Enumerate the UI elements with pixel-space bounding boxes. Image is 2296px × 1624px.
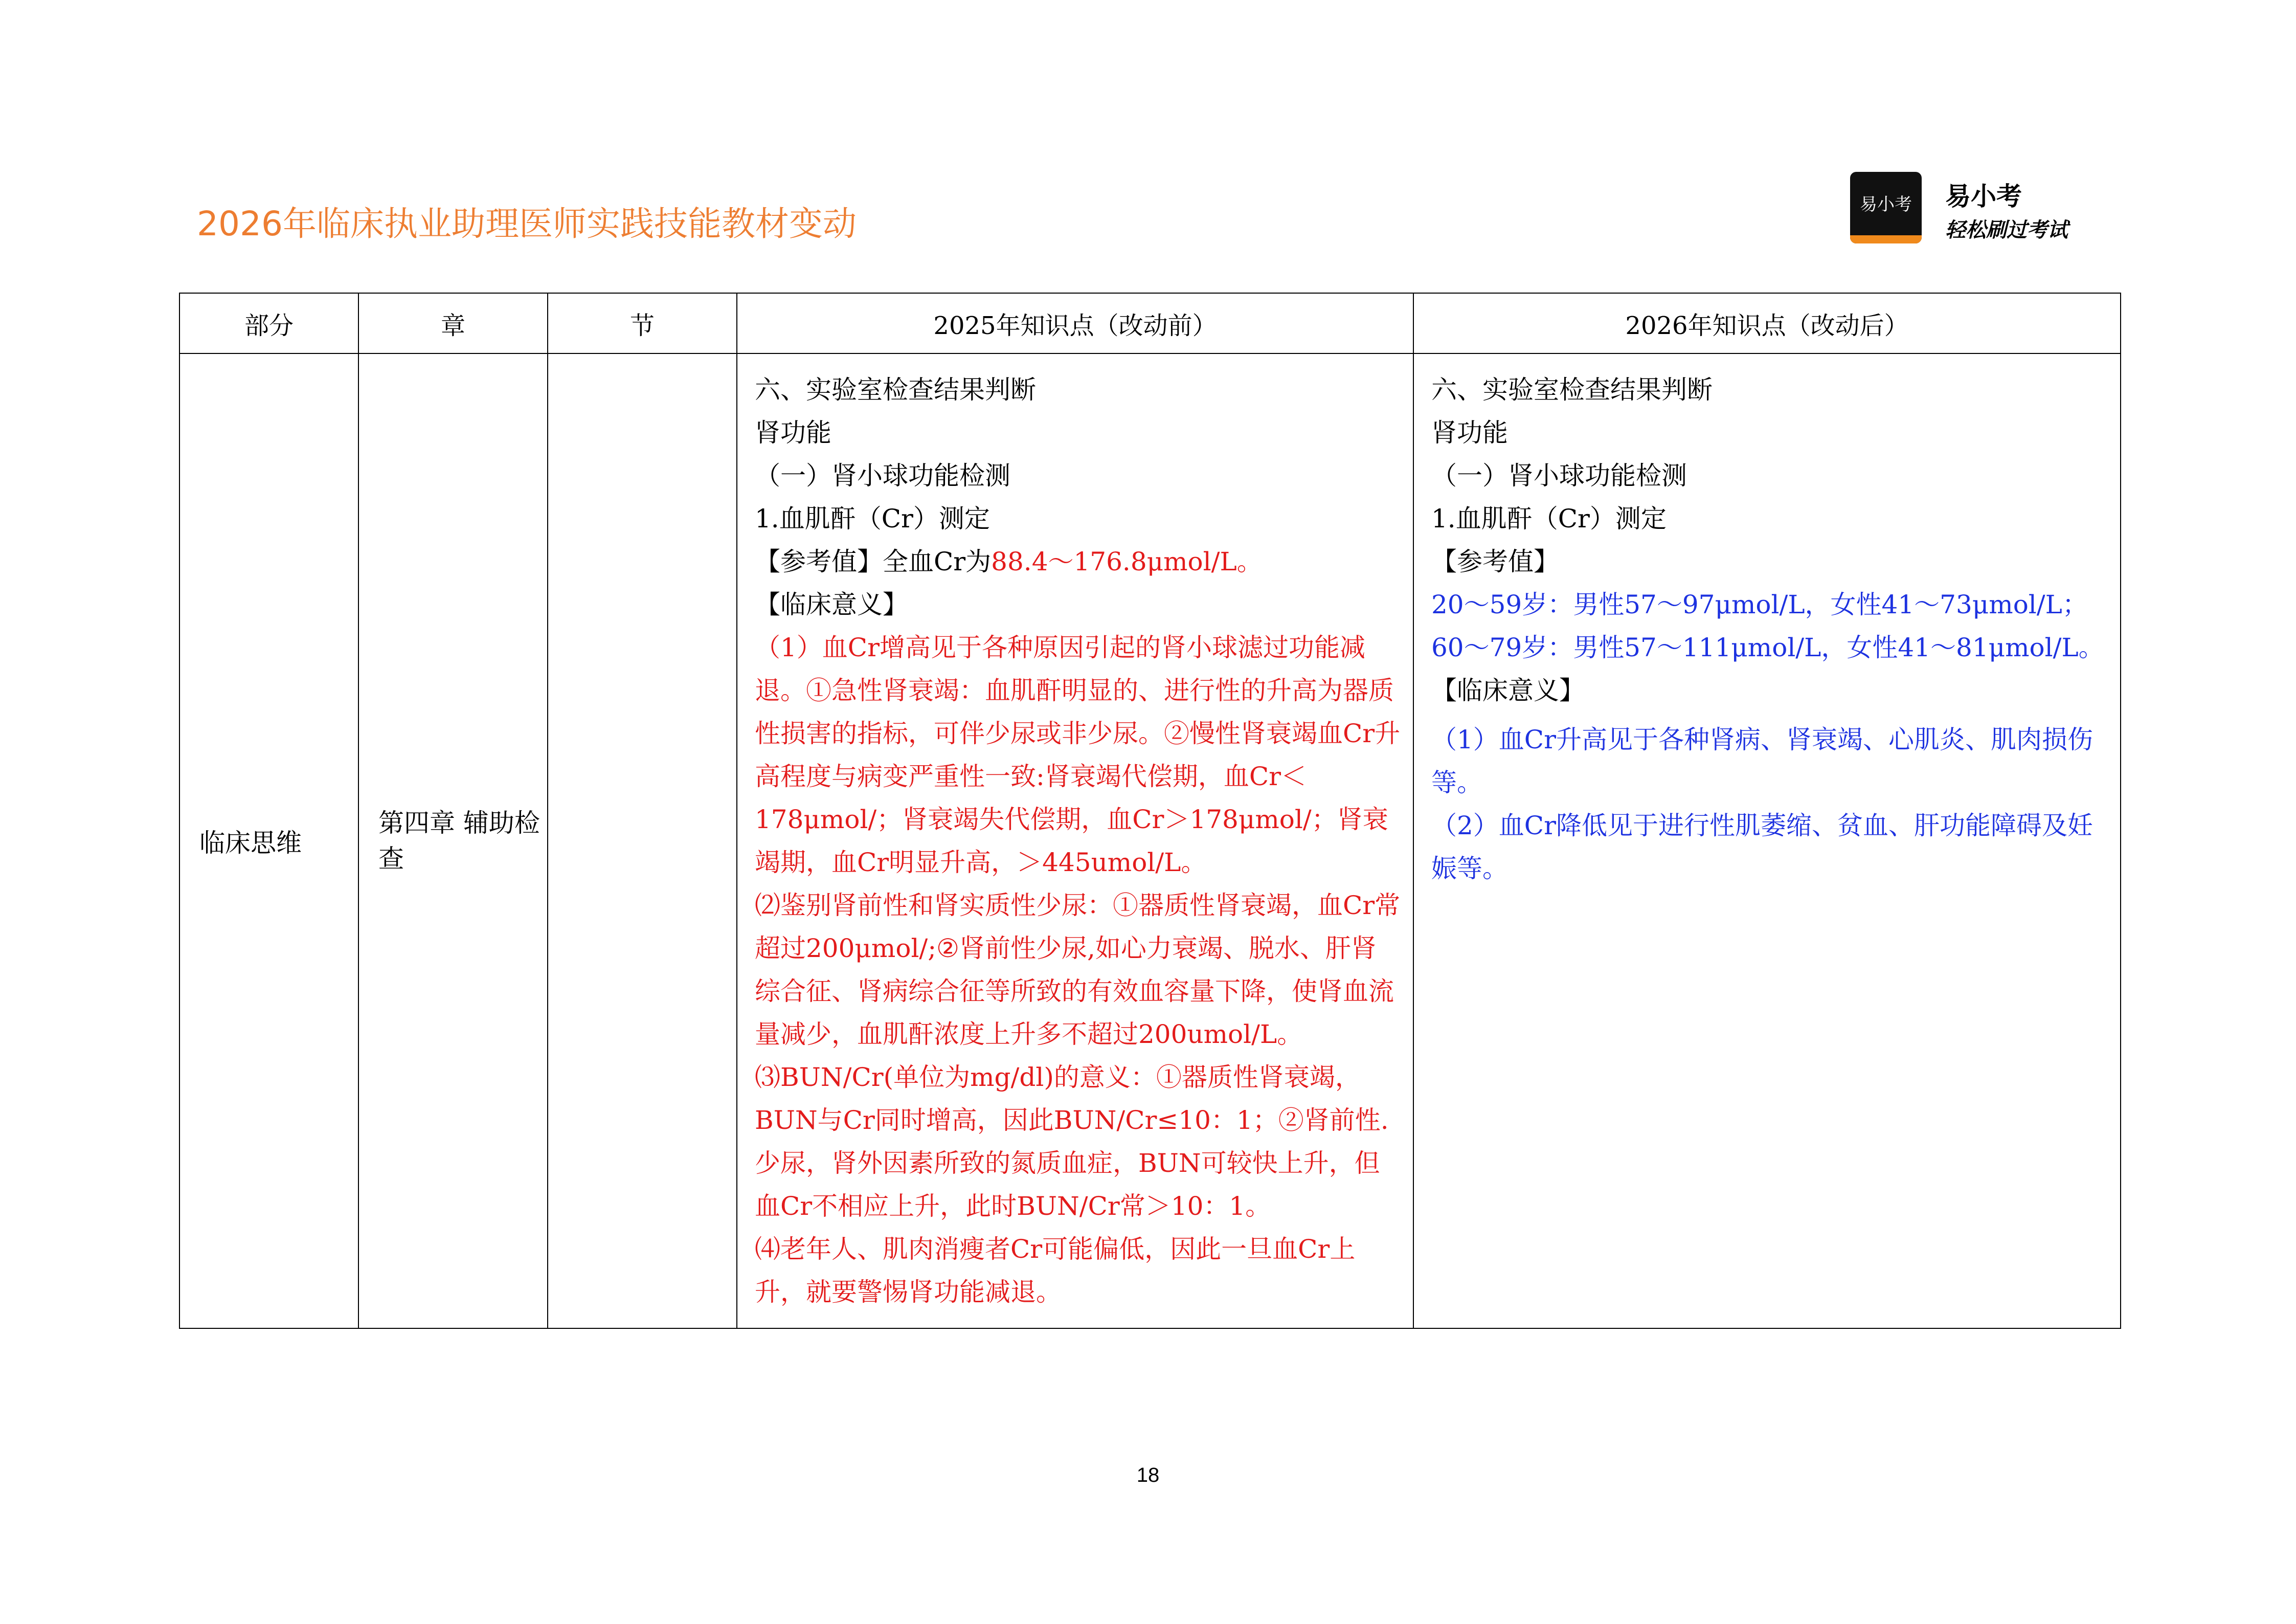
header-2025-points: 2025年知识点（改动前） xyxy=(737,293,1413,353)
header-2026-points: 2026年知识点（改动后） xyxy=(1413,293,2121,353)
after-paragraph-2: （2）血Cr降低见于进行性肌萎缩、贫血、肝功能障碍及妊娠等。 xyxy=(1431,811,2093,883)
cell-part: 临床思维 xyxy=(179,353,358,1328)
after-reference-range-2: 60～79岁：男性57～111μmol/L，女性41～81μmol/L。 xyxy=(1431,633,2104,662)
table-header-row xyxy=(179,293,2121,353)
before-heading: 六、实验室检查结果判断 xyxy=(755,375,1036,405)
header-chapter: 章 xyxy=(358,293,548,353)
header-section: 节 xyxy=(548,293,737,353)
brand-slogan: 轻松刷过考试 xyxy=(1945,218,2068,242)
header-part: 部分 xyxy=(179,293,358,353)
before-reference xyxy=(755,540,1402,583)
logo-accent-stripe xyxy=(1850,235,1922,243)
before-significance-label: 【临床意义】 xyxy=(755,590,908,619)
app-logo-icon xyxy=(1850,172,1922,243)
before-paragraph-3: ⑶BUN/Cr(单位为mg/dl)的意义：①器质性肾衰竭，BUN与Cr同时增高，因此BUN/Cr≤10：1；②肾前性.少尿，肾外因素所致的氮质血症，BUN可较快上升，但血Cr不相应上升，此时BUN/Cr常＞10：1。 xyxy=(755,1062,1389,1221)
after-significance-label: 【临床意义】 xyxy=(1431,676,1585,705)
before-paragraph-2: ⑵鉴别肾前性和肾实质性少尿：①器质性肾衰竭，血Cr常超过200μmol/;②肾前性少尿,如心力衰竭、脱水、肝肾综合征、肾病综合征等所致的有效血容量下降，使肾血流量减少，血肌酐浓度上升多不超过200umol/L。 xyxy=(755,891,1401,1049)
page-title: 2026年临床执业助理医师实践技能教材变动 xyxy=(197,204,857,243)
table-row xyxy=(179,353,2121,1328)
logo-icon-text: 易小考 xyxy=(1860,194,1912,215)
cell-section xyxy=(548,353,737,1328)
before-item: 1.血肌酐（Cr）测定 xyxy=(755,504,990,533)
page-number: 18 xyxy=(1136,1464,1160,1486)
after-item: 1.血肌酐（Cr）测定 xyxy=(1431,504,1667,533)
before-paragraph-1: （1）血Cr增高见于各种原因引起的肾小球滤过功能减退。①急性肾衰竭：血肌酐明显的、进行性的升高为器质性损害的指标，可伴少尿或非少尿。②慢性肾衰竭血Cr升高程度与病变严重性一致:肾衰竭代偿期，血Cr＜178μmol/；肾衰竭失代偿期，血Cr＞178μmol/；肾衰竭期，血Cr明显升高，＞445umol/L。 xyxy=(755,633,1401,877)
cell-chapter: 第四章 辅助检查 xyxy=(358,353,548,1328)
before-reference-label: 【参考值】全血Cr为 xyxy=(755,547,992,576)
after-subheading: 肾功能 xyxy=(1431,418,1508,448)
cell-2025-content xyxy=(737,353,1413,1328)
after-subsection: （一）肾小球功能检测 xyxy=(1431,461,1687,491)
after-paragraph-1: （1）血Cr升高见于各种肾病、肾衰竭、心肌炎、肌肉损伤等。 xyxy=(1431,725,2093,797)
before-paragraph-4: ⑷老年人、肌肉消瘦者Cr可能偏低，因此一旦血Cr上升，就要警惕肾功能减退。 xyxy=(755,1234,1356,1307)
after-reference-label: 【参考值】 xyxy=(1431,547,1559,576)
after-heading: 六、实验室检查结果判断 xyxy=(1431,375,1713,405)
before-subsection: （一）肾小球功能检测 xyxy=(755,461,1010,491)
before-reference-value: 88.4～176.8μmol/L。 xyxy=(991,547,1263,576)
cell-2026-content xyxy=(1413,353,2121,1328)
before-subheading: 肾功能 xyxy=(755,418,831,448)
after-reference-range-1: 20～59岁：男性57～97μmol/L，女性41～73μmol/L； xyxy=(1431,590,2088,619)
brand-name: 易小考 xyxy=(1945,182,2022,211)
changes-table xyxy=(179,293,2121,1329)
brand-logo xyxy=(1850,172,2106,243)
